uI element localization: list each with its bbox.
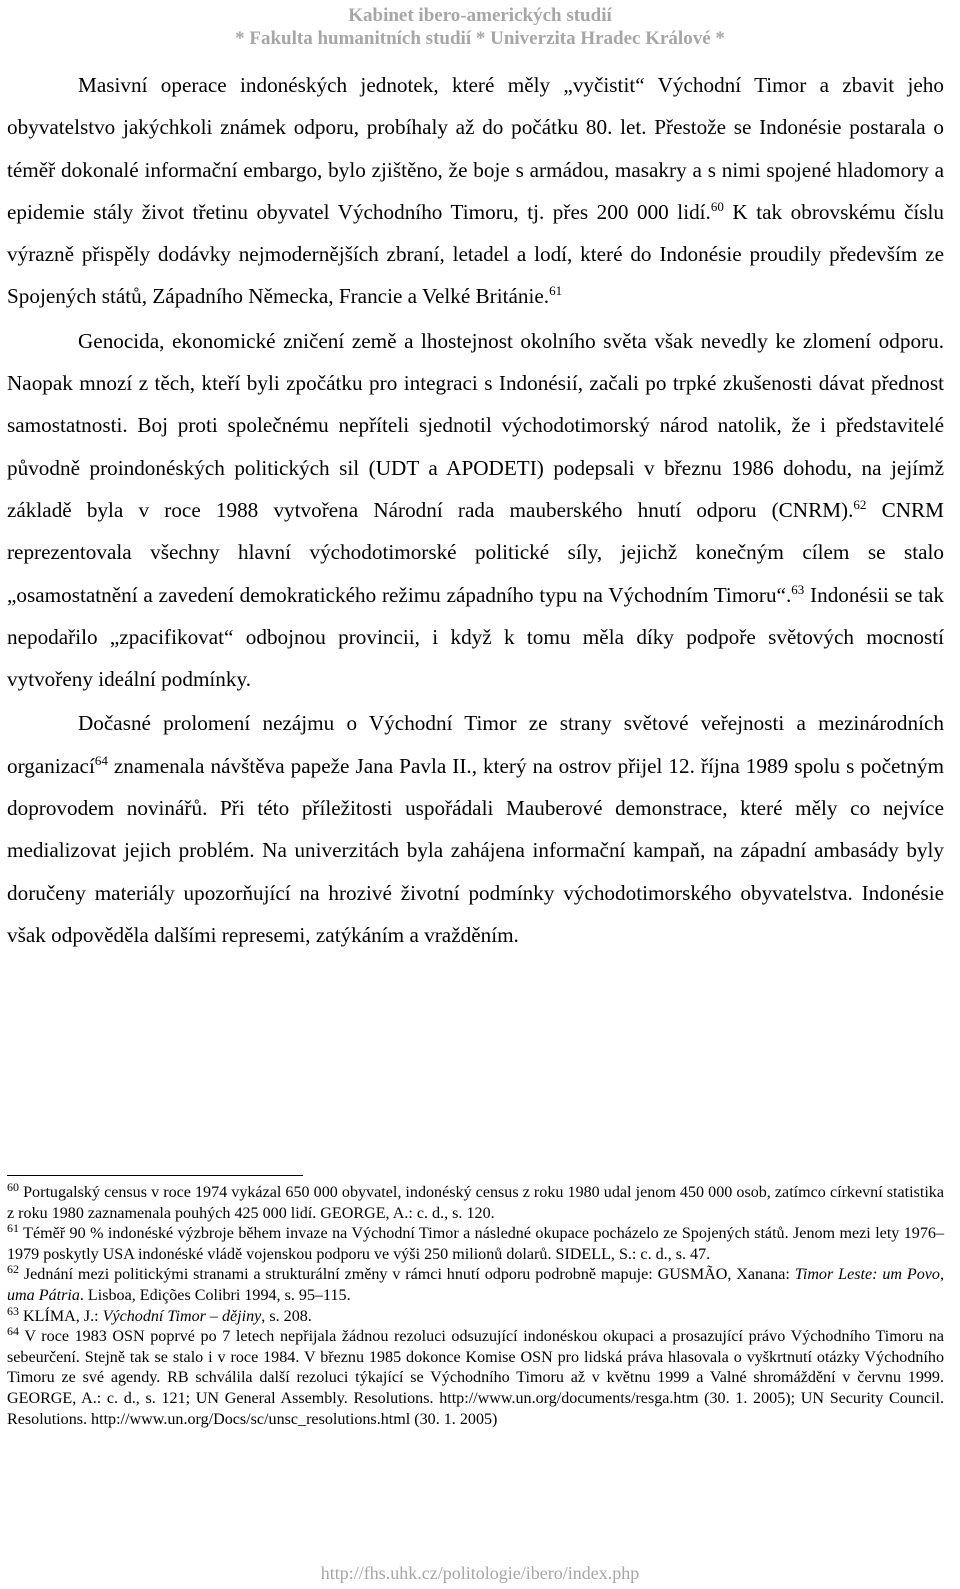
footnote-book-title: Timor Leste: um Povo, uma Pátria: [7, 1266, 944, 1304]
page-header: [0, 4, 960, 50]
footnote-text: , s. 208.: [261, 1307, 312, 1325]
footnote-number: 63: [7, 1303, 19, 1318]
footnote-number: 62: [7, 1262, 19, 1277]
footnote-62: [7, 1262, 944, 1306]
footnote-64: [7, 1324, 944, 1430]
paragraph-2-text-b: CNRM reprezentovala všechny hlavní východotimorské politické síly, jejichž konečným cílem se stalo „osamostatnění a zavedení demokratického režimu západního typu na Východním Timoru“.: [7, 497, 944, 607]
footnote-ref-64[interactable]: 64: [94, 752, 108, 768]
footnote-number: 64: [7, 1324, 19, 1339]
paragraph-3-text-b: znamenala návštěva papeže Jana Pavla II., který na ostrov přijel 12. října 1989 spolu s početným doprovodem novinářů. Při této příležitosti uspořádali Mauberové demonstrace, které měly co nejvíce medializovat jejich problém. Na univerzitách byla zahájena informační kampaň, na západní ambasády byly doručeny materiály upozorňující na hrozivé životní podmínky východotimorského obyvatelstva. Indonésie však odpověděla dalšími represemi, zatýkáním a vražděním.: [7, 753, 944, 947]
footnote-60: [7, 1180, 944, 1224]
footnote-number: 60: [7, 1180, 19, 1194]
footnote-text: KLÍMA, J.:: [19, 1307, 103, 1325]
footnote-book-title: Východní Timor – dějiny: [102, 1307, 262, 1325]
paragraph-1: [7, 64, 944, 318]
footnote-text: Téměř 90 % indonéské výzbroje během invaze na Východní Timor a následné okupace pocházelo ze Spojených států. Jenom mezi lety 1976–1979 poskytly USA indonéské vládě vojenskou podporu ve výši 250 milionů dolarů. SIDELL, S.: c. d., s. 47.: [7, 1225, 944, 1263]
footnote-ref-61[interactable]: 61: [549, 283, 563, 299]
footnote-number: 61: [7, 1221, 19, 1236]
paragraph-3-text-a: Dočasné prolomení nezájmu o Východní Timor ze strany světové veřejnosti a mezinárodních organizací: [7, 711, 944, 778]
footnote-ref-60[interactable]: 60: [710, 198, 724, 214]
footnote-text: V roce 1983 OSN poprvé po 7 letech nepřijala žádnou rezoluci odsuzující indonéskou okupaci a prosazující právo Východního Timoru na sebeurčení. Stejně tak se stalo i v roce 1984. V březnu 1985 dokonce Komise OSN pro lidská práva hlasovala o vyškrtnutí otázky Východního Timoru ze své agendy. RB schválila další rezoluci týkající se Východního Timoru až v květnu 1999 a Valné shromáždění v červnu 1999. GEORGE, A.: c. d., s. 121; UN General Assembly. Resolutions. http://www.un.org/documents/resga.htm (30. 1. 2005); UN Security Council. Resolutions. http://www.un.org/Docs/sc/unsc_resolutions.html (30. 1. 2005): [7, 1328, 944, 1428]
paragraph-2: [7, 320, 944, 701]
paragraph-2-text-a: Genocida, ekonomické zničení země a lhostejnost okolního světa však nevedly ke zlomení odporu. Naopak mnozí z těch, kteří byli zpočátku pro integraci s Indonésií, začali po trpké zkušenosti dávat přednost samostatnosti. Boj proti společnému nepříteli sjednotil východotimorský národ natolik, že i představitelé původně proindonéských politických sil (UDT a APODETI) podepsali v březnu 1986 dohodu, na jejímž základě byla v roce 1988 vytvořena Národní rada mauberského hnutí odporu (CNRM).: [7, 328, 944, 522]
footnote-text: Jednání mezi politickými stranami a strukturální změny v rámci hnutí odporu podrobně mapuje: GUSMÃO, Xanana:: [19, 1266, 795, 1284]
footnote-63: [7, 1303, 944, 1328]
header-title: Kabinet ibero-amerických studií: [348, 5, 612, 26]
footnotes: [7, 1180, 944, 1430]
paragraph-2-text-c: Indonésii se tak nepodařilo „zpacifikovat“ odbojnou provincii, i když k tomu měla díky podpoře světových mocností vytvořeny ideální podmínky.: [7, 582, 945, 692]
footnote-61: [7, 1221, 944, 1265]
page-footer-url[interactable]: http://fhs.uhk.cz/politologie/ibero/index.php: [320, 1563, 640, 1583]
footnote-ref-63[interactable]: 63: [791, 581, 805, 597]
footnote-ref-62[interactable]: 62: [853, 496, 867, 512]
footnote-separator: [7, 1175, 303, 1176]
main-text: [7, 64, 944, 956]
footnote-text: . Lisboa, Edições Colibri 1994, s. 95–115.: [79, 1286, 351, 1304]
footnote-text: Portugalský census v roce 1974 vykázal 650 000 obyvatel, indonéský census z roku 1980 udal jenom 450 000 osob, zatímco církevní statistika z roku 1980 zaznamenala pouhých 425 000 lidí. GEORGE, A.: c. d., s. 120.: [7, 1184, 944, 1222]
paragraph-3: [7, 702, 944, 956]
header-subtitle: * Fakulta humanitních studií * Univerzita Hradec Králové *: [235, 28, 725, 49]
paragraph-1-text-b: K tak obrovskému číslu výrazně přispěly dodávky nejmodernějších zbraní, letadel a lodí, které do Indonésie proudily především ze Spojených států, Západního Německa, Francie a Velké Británie.: [7, 199, 944, 309]
paragraph-1-text-a: Masivní operace indonéských jednotek, které měly „vyčistit“ Východní Timor a zbavit jeho obyvatelstvo jakýchkoli známek odporu, probíhaly až do počátku 80. let. Přestože se Indonésie postarala o téměř dokonalé informační embargo, bylo zjištěno, že boje s armádou, masakry a s nimi spojené hladomory a epidemie stály život třetinu obyvatel Východního Timoru, tj. přes 200 000 lidí.: [7, 73, 944, 224]
